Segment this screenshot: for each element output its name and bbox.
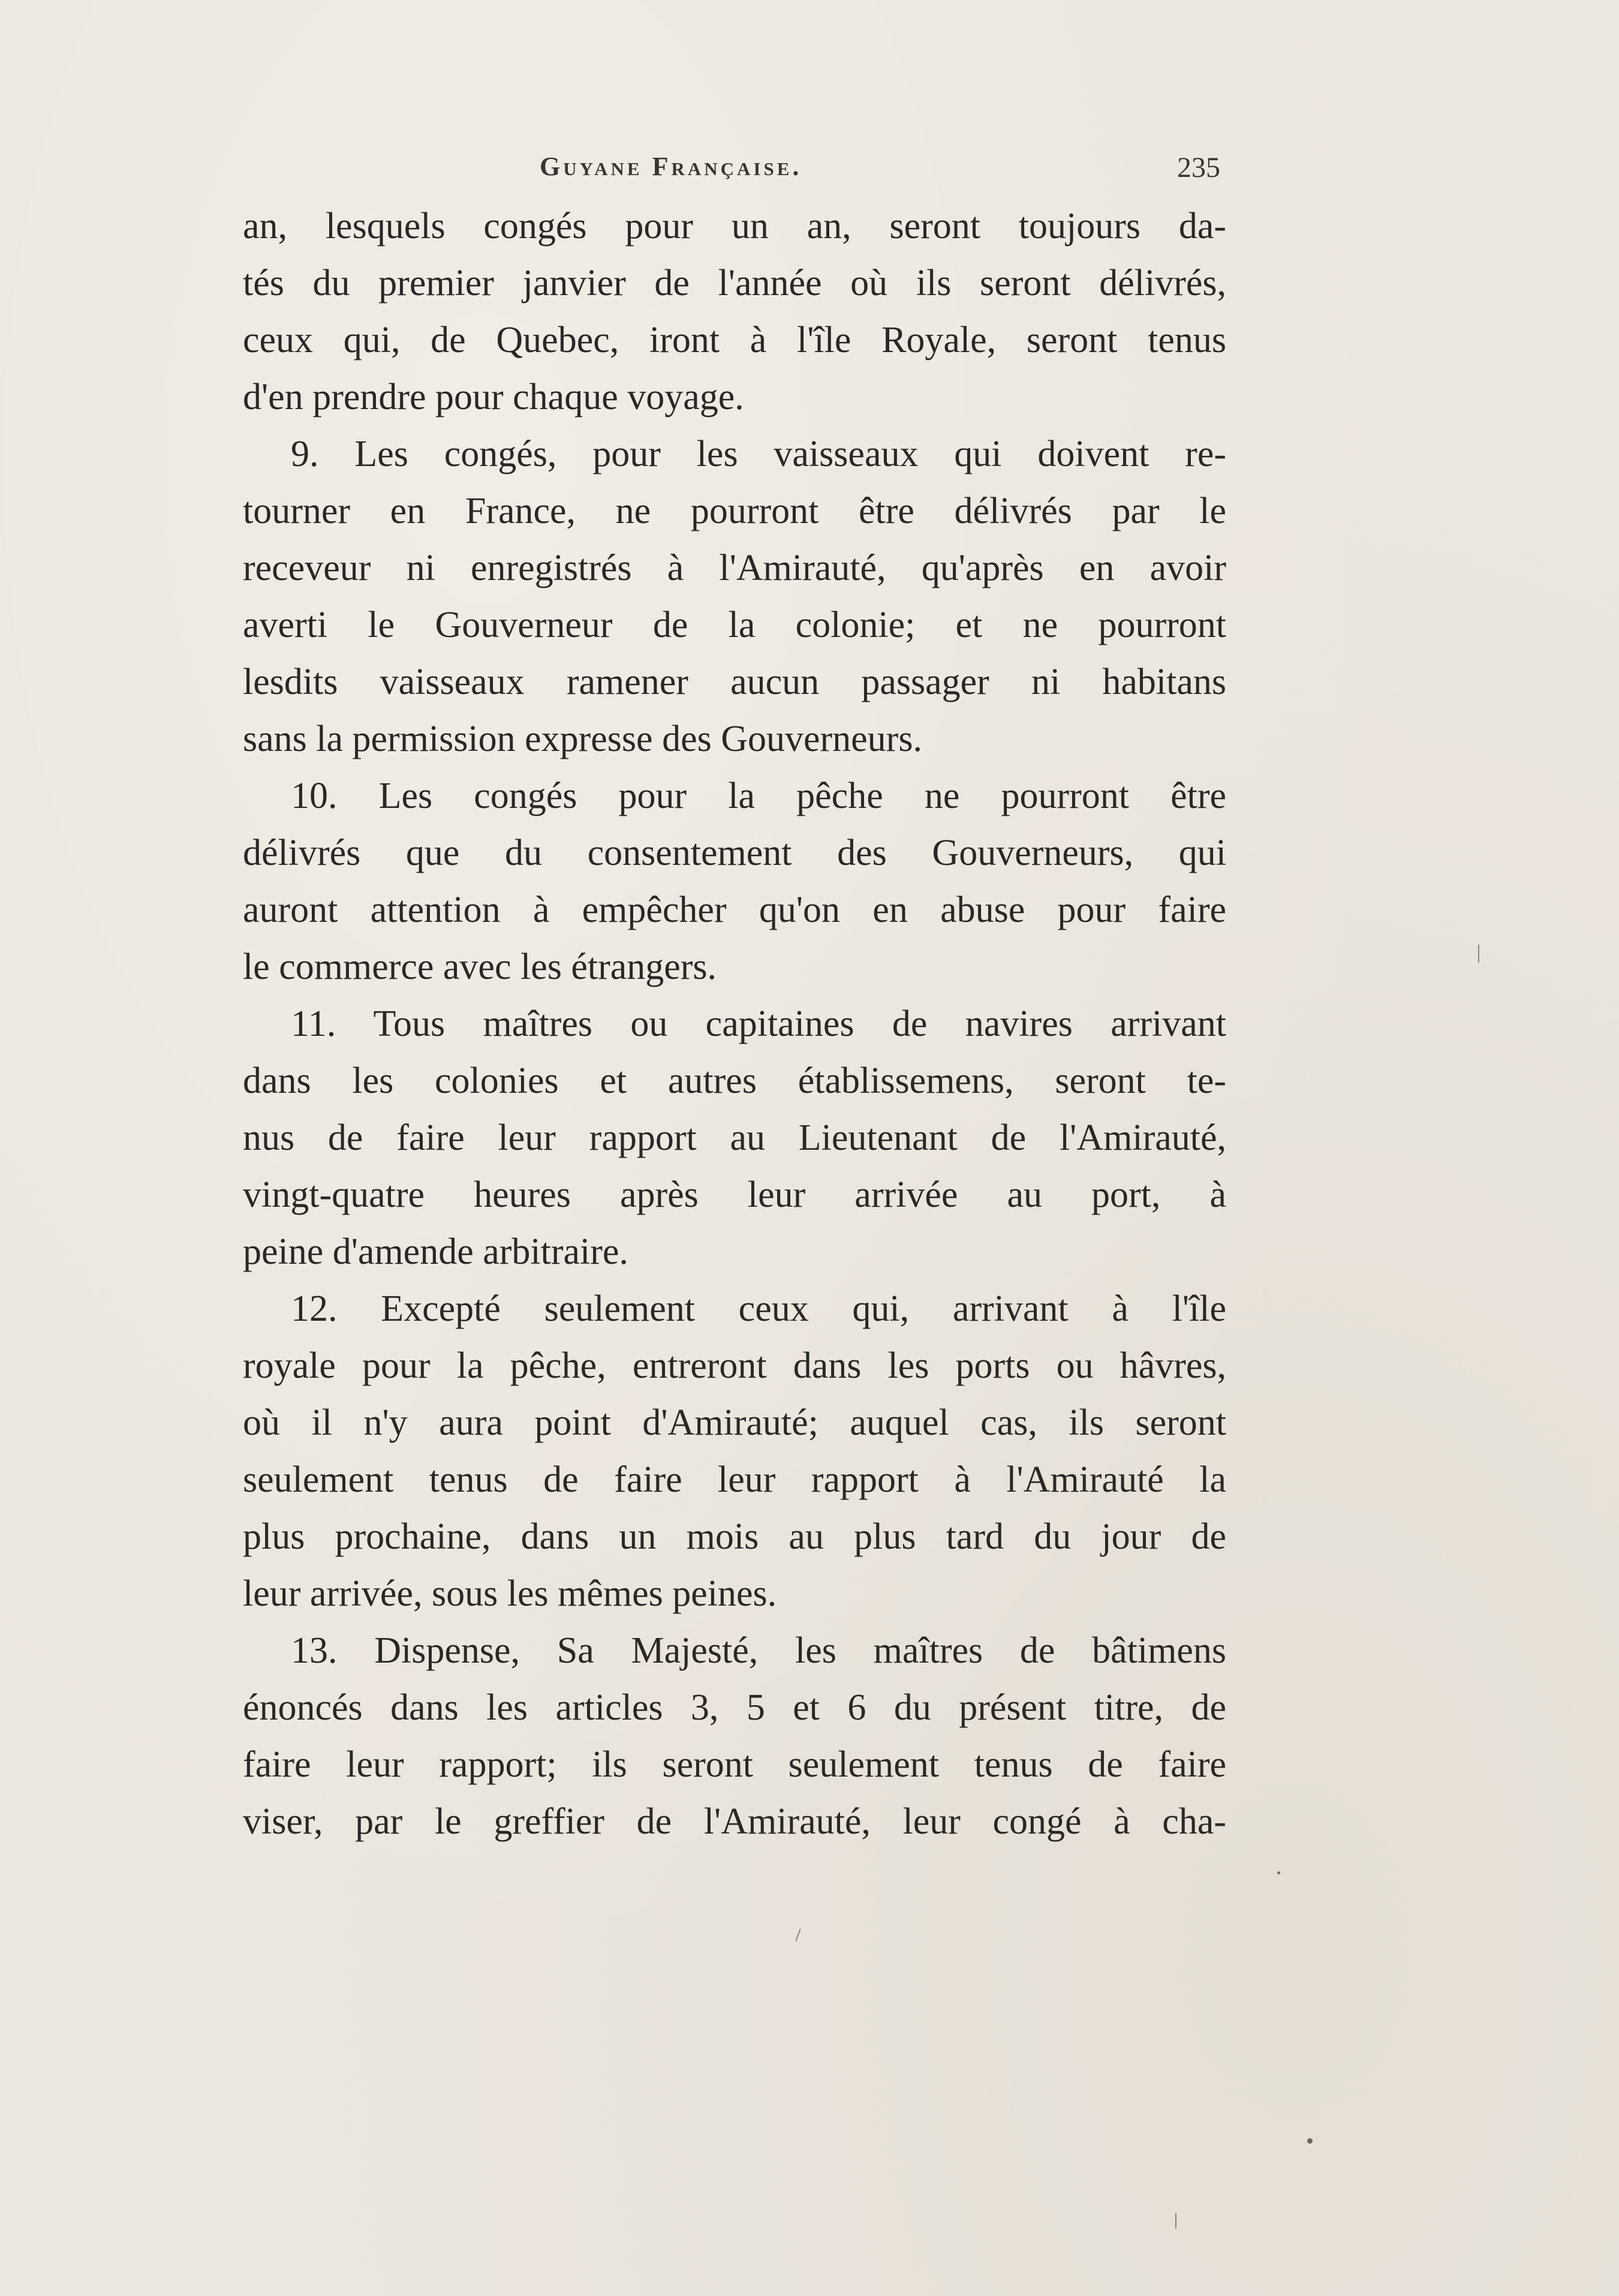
text-line: nus de faire leur rapport au Lieutenant de l'Amirauté,: [243, 1117, 1226, 1158]
text-line: vingt-quatre heures après leur arrivée au port, à: [243, 1174, 1226, 1215]
text-line: plus prochaine, dans un mois au plus tard du jour de: [243, 1516, 1226, 1557]
text-line: lesdits vaisseaux ramener aucun passager ni habitans: [243, 662, 1226, 702]
text-line: auront attention à empêcher qu'on en abuse pour faire: [243, 889, 1226, 930]
article-9-line: 9. Les congés, pour les vaisseaux qui doivent re-: [291, 434, 1226, 474]
running-title: Guyane Française.: [540, 152, 802, 181]
text-line: d'en prendre pour chaque voyage.: [243, 377, 744, 417]
text-line: dans les colonies et autres établissemens, seront te-: [243, 1060, 1226, 1101]
text-line: tourner en France, ne pourront être délivrés par le: [243, 491, 1226, 531]
article-13-line: 13. Dispense, Sa Majesté, les maîtres de bâtimens: [291, 1630, 1226, 1671]
text-line: sans la permission expresse des Gouverneurs.: [243, 719, 922, 759]
text-line: an, lesquels congés pour un an, seront toujours da-: [243, 206, 1226, 247]
text-line: peine d'amende arbitraire.: [243, 1231, 628, 1272]
text-line: tés du premier janvier de l'année où ils seront délivrés,: [243, 263, 1226, 303]
text-line: averti le Gouverneur de la colonie; et ne pourront: [243, 605, 1226, 645]
text-line: faire leur rapport; ils seront seulement tenus de faire: [243, 1744, 1226, 1785]
paper-mark: [1175, 2213, 1176, 2229]
text-line: ceux qui, de Quebec, iront à l'île Royale, seront tenus: [243, 320, 1226, 360]
article-12-line: 12. Excepté seulement ceux qui, arrivant à l'île: [291, 1288, 1226, 1329]
paper-speck: [1307, 2138, 1313, 2144]
text-line: le commerce avec les étrangers.: [243, 946, 717, 987]
text-line: leur arrivée, sous les mêmes peines.: [243, 1573, 777, 1614]
text-line: viser, par le greffier de l'Amirauté, leur congé à cha-: [243, 1801, 1226, 1842]
body-text: [243, 198, 1226, 1850]
paper-mark: [1478, 945, 1479, 963]
article-11-line: 11. Tous maîtres ou capitaines de navires arrivant: [291, 1003, 1226, 1044]
text-line: énoncés dans les articles 3, 5 et 6 du présent titre, de: [243, 1687, 1226, 1728]
text-line: délivrés que du consentement des Gouverneurs, qui: [243, 833, 1226, 873]
text-line: royale pour la pêche, entreront dans les ports ou hâvres,: [243, 1345, 1226, 1386]
text-line: receveur ni enregistrés à l'Amirauté, qu'après en avoir: [243, 548, 1226, 588]
paper-mark: [795, 1928, 801, 1941]
text-line: seulement tenus de faire leur rapport à l'Amirauté la: [243, 1459, 1226, 1500]
article-10-line: 10. Les congés pour la pêche ne pourront être: [291, 776, 1226, 816]
running-head: [243, 151, 1220, 193]
text-line: où il n'y aura point d'Amirauté; auquel cas, ils seront: [243, 1402, 1226, 1443]
page-number: 235: [1177, 152, 1220, 184]
paper-speck: [1277, 1871, 1280, 1874]
